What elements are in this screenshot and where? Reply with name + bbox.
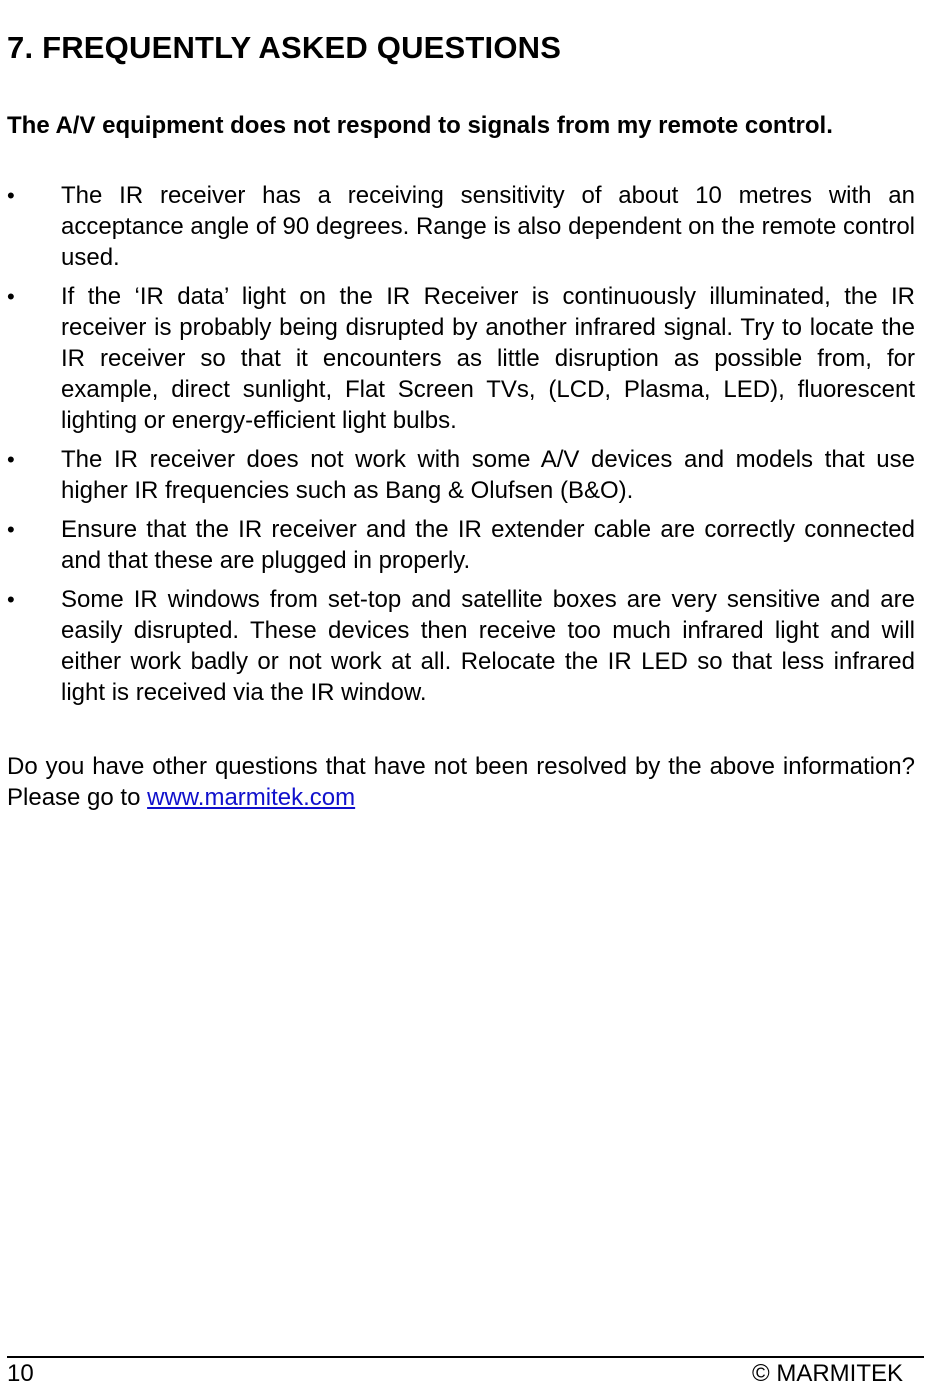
bullet-icon: • <box>7 284 15 309</box>
page-number: 10 <box>7 1360 34 1387</box>
faq-answer-item <box>7 584 915 708</box>
marmitek-website-link[interactable]: www.marmitek.com <box>147 784 356 811</box>
closing-text: Do you have other questions that have not been resolved by the above information? Please go to <box>7 753 915 811</box>
faq-answer-item <box>7 180 915 273</box>
faq-answer-text: The IR receiver has a receiving sensitivity of about 10 metres with an acceptance angle of 90 degrees. Range is also dependent on the remote control used. <box>61 182 915 271</box>
bullet-icon: • <box>7 183 15 208</box>
copyright-notice: © MARMITEK <box>751 1360 903 1387</box>
faq-answer-item <box>7 514 915 576</box>
faq-answer-text: Ensure that the IR receiver and the IR extender cable are correctly connected and that these are plugged in properly. <box>61 516 915 574</box>
faq-question: The A/V equipment does not respond to signals from my remote control. <box>7 112 833 139</box>
bullet-icon: • <box>7 447 15 472</box>
page-heading: 7. FREQUENTLY ASKED QUESTIONS <box>7 30 562 65</box>
bullet-icon: • <box>7 517 15 542</box>
faq-answer-text: The IR receiver does not work with some A/V devices and models that use higher IR frequencies such as Bang & Olufsen (B&O). <box>61 446 915 504</box>
faq-answer-item <box>7 281 915 436</box>
faq-answer-item <box>7 444 915 506</box>
faq-answer-text: Some IR windows from set-top and satellite boxes are very sensitive and are easily disrupted. These devices then receive too much infrared light and will either work badly or not work at all. Relocate the IR LED so that less infrared light is received via the IR window. <box>61 586 915 706</box>
faq-answer-text: If the ‘IR data’ light on the IR Receiver is continuously illuminated, the IR receiver is probably being disrupted by another infrared signal. Try to locate the IR receiver so that it encounters as little disruption as possible from, for example, direct sunlight, Flat Screen TVs, (LCD, Plasma, LED), fluorescent lighting or energy-efficient light bulbs. <box>61 283 915 434</box>
bullet-icon: • <box>7 587 15 612</box>
closing-paragraph <box>7 751 915 813</box>
footer-divider <box>7 1356 924 1358</box>
faq-answer-list <box>7 180 915 716</box>
